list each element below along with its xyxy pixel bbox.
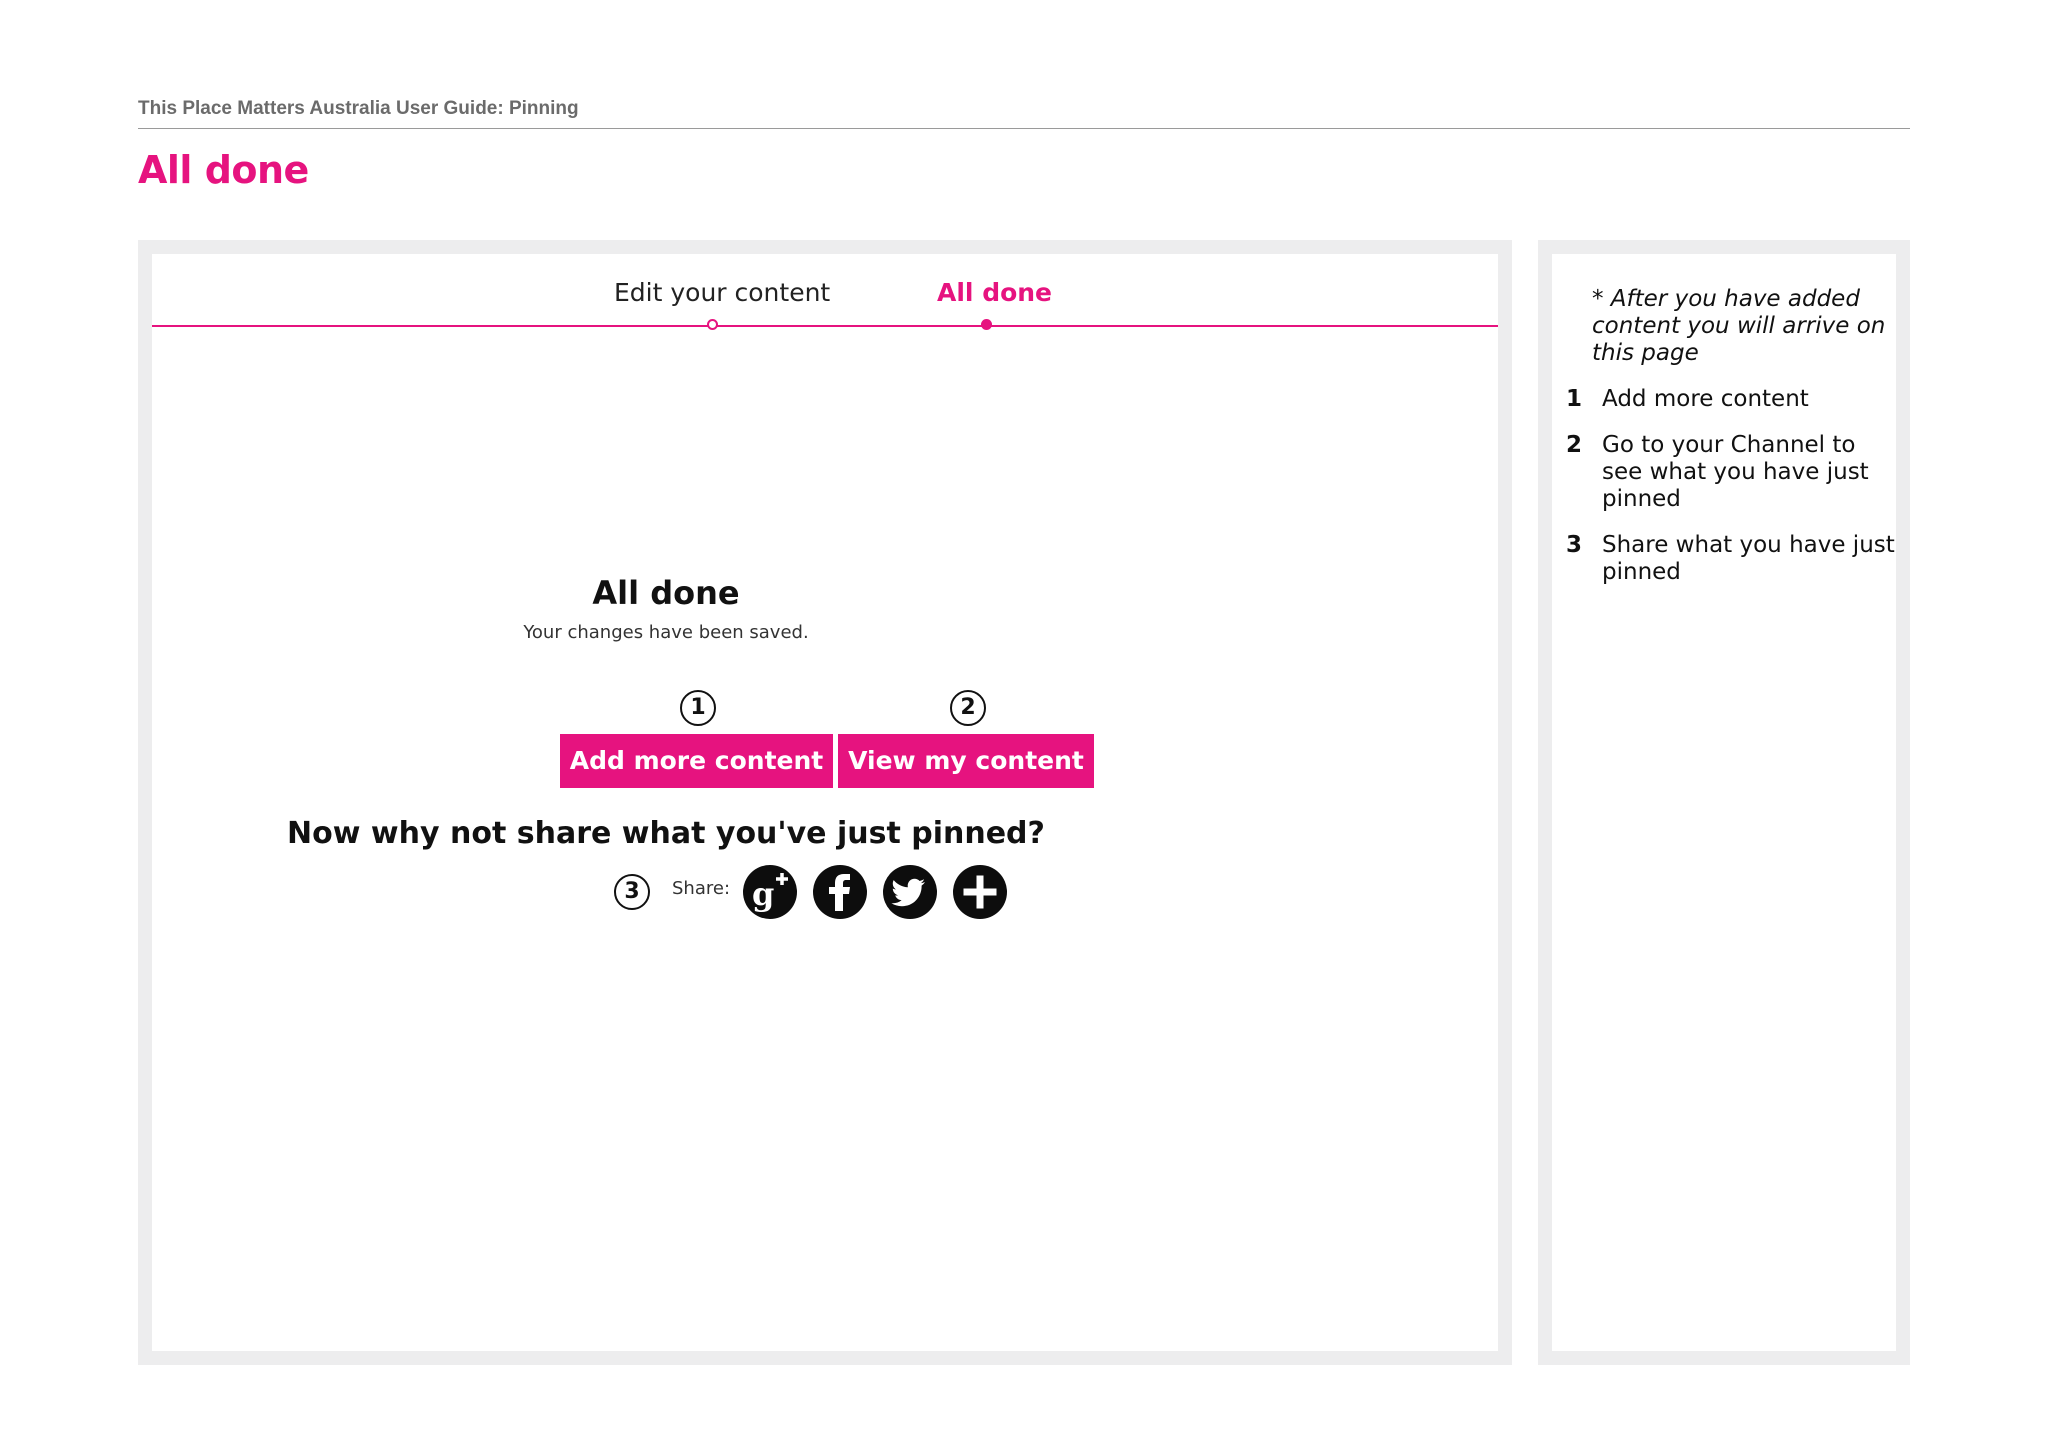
share-label: Share:: [672, 878, 731, 899]
note-number: 2: [1566, 432, 1583, 458]
note-item: [1566, 432, 1896, 513]
screenshot-canvas: [152, 254, 1498, 1351]
svg-text:g: g: [752, 875, 775, 913]
document-header: This Place Matters Australia User Guide: Pinning: [138, 98, 1910, 129]
confirmation-heading: All done: [592, 574, 740, 612]
notes-panel: [1552, 254, 1896, 1351]
progress-steps: [152, 254, 1498, 334]
facebook-icon[interactable]: [813, 865, 867, 919]
callout-1: 1: [680, 690, 716, 726]
step-edit-dot: [707, 319, 718, 330]
note-text: Share what you have just pinned: [1602, 532, 1895, 585]
confirmation-subtext: Your changes have been saved.: [523, 622, 809, 643]
step-done-label: All done: [937, 278, 1053, 307]
page-title: All done: [138, 148, 309, 192]
callout-3: 3: [614, 874, 650, 910]
note-number: 3: [1566, 532, 1583, 558]
notes-intro: * After you have added content you will arrive on this page: [1592, 286, 1886, 366]
notes-frame: [1538, 240, 1910, 1365]
note-item: [1566, 532, 1896, 586]
add-icon[interactable]: [953, 865, 1007, 919]
note-item: [1566, 386, 1896, 413]
share-heading: Now why not share what you've just pinned?: [287, 816, 1045, 851]
note-text: Add more content: [1602, 386, 1809, 412]
step-edit-label[interactable]: Edit your content: [614, 278, 831, 307]
view-my-content-button[interactable]: View my content: [838, 734, 1094, 788]
callout-2: 2: [950, 690, 986, 726]
note-text: Go to your Channel to see what you have just pinned: [1602, 432, 1869, 512]
note-number: 1: [1566, 386, 1583, 412]
twitter-icon[interactable]: [883, 865, 937, 919]
step-done-dot: [981, 319, 992, 330]
notes-list: [1566, 386, 1896, 605]
screenshot-frame: [138, 240, 1512, 1365]
google-plus-icon[interactable]: [743, 865, 797, 919]
progress-line: [152, 325, 1498, 327]
add-more-content-button[interactable]: Add more content: [560, 734, 833, 788]
